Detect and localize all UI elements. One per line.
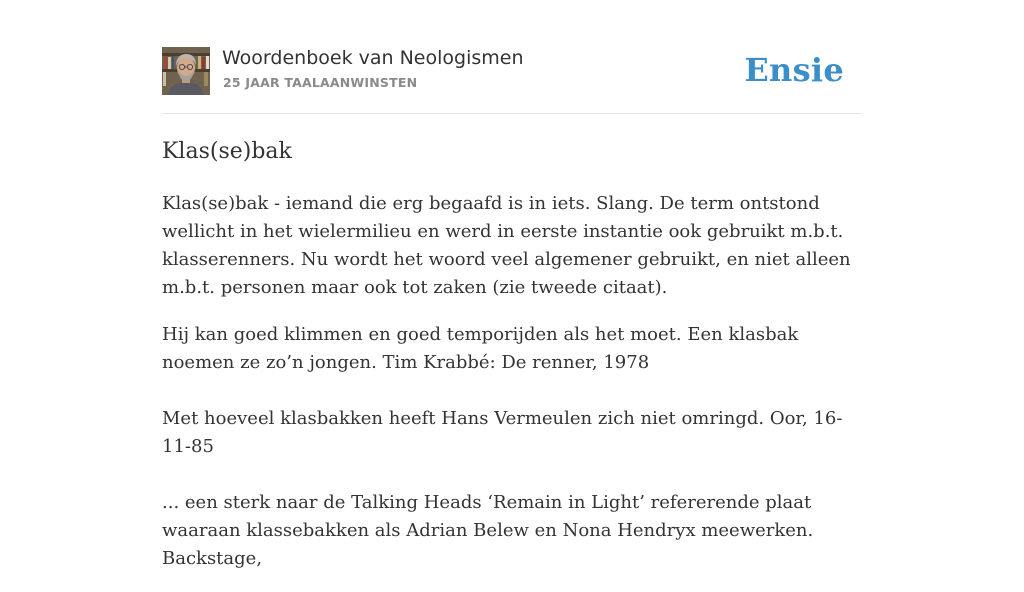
avatar-portrait-icon (162, 47, 210, 95)
post-paragraph-definition: Klas(se)bak - iemand die erg begaafd is in iets. Slang. De term ontstond wellicht in het wielermilieu en werd in eerste instantie ook gebruikt m.b.t. klasserenners. Nu wordt het woord veel algemener gebruikt, en niet alleen m.b.t. personen maar ook tot zaken (zie tweede citaat). (162, 193, 851, 298)
blog-header (162, 46, 862, 114)
ensie-logo[interactable]: Ensie (744, 51, 844, 89)
post-paragraph-citations: Hij kan goed klimmen en goed temporijden als het moet. Een klasbak noemen ze zo’n jongen. Tim Krabbé: De renner, 1978 Met hoeveel klasbakken heeft Hans Vermeulen zich niet omringd. Oor, 16-11-85 ... een sterk naar de Talking Heads ‘Remain in Light’ refererende plaat waaraan klassebakken als Adrian Belew en Nona Hendryx meewerken. Backstage, (162, 324, 843, 569)
post-title: Klas(se)bak (162, 139, 292, 164)
blog-subtitle: 25 JAAR TAALAANWINSTEN (223, 75, 418, 90)
post-body (162, 190, 867, 592)
blog-title[interactable]: Woordenboek van Neologismen (222, 47, 524, 69)
avatar[interactable] (162, 47, 210, 95)
